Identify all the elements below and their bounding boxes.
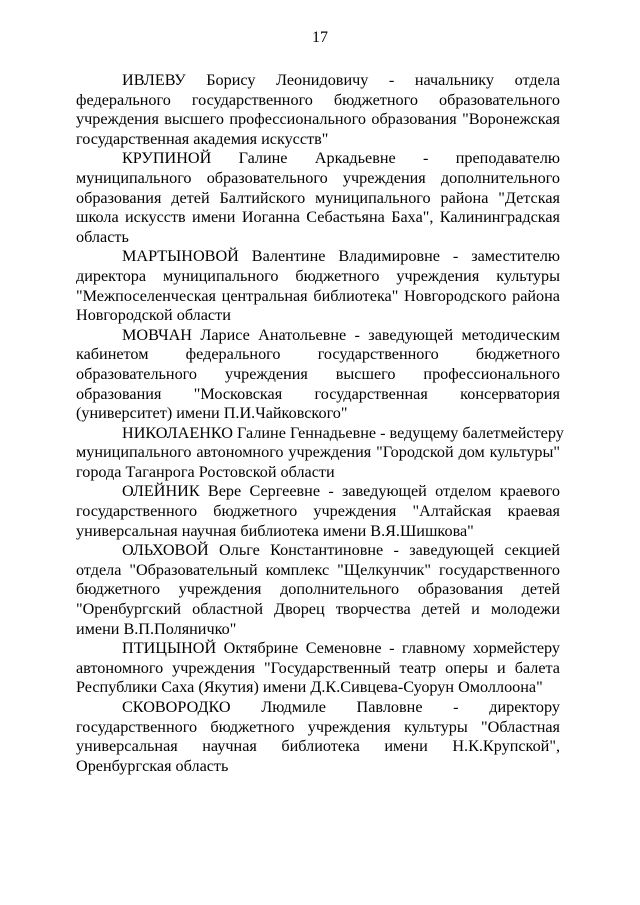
entry-line: универсальная научная библиотека имени Н.К.Крупской", xyxy=(76,737,560,756)
entry-line: ИВЛЕВУ Борису Леонидовичу - начальнику отдела xyxy=(122,71,560,89)
entry-line: города Таганрога Ростовской области xyxy=(76,462,335,481)
entry-line: Республики Саха (Якутия) имени Д.К.Сивцева-Суорун Омоллоона" xyxy=(76,678,543,697)
entry-line: государственная академия искусств" xyxy=(76,129,329,148)
entry-line: НИКОЛАЕНКО Галине Геннадьевне - ведущему балетмейстеру xyxy=(122,423,564,442)
entry-line: МАРТЫНОВОЙ Валентине Владимировне - заместителю xyxy=(122,247,560,266)
award-entry-krupina xyxy=(76,149,560,247)
entry-line: имени В.П.Поляничко" xyxy=(76,619,237,638)
entry-line: учреждения высшего профессионального образования "Воронежская xyxy=(76,110,560,129)
entry-line: государственного бюджетного учреждения "Алтайская краевая xyxy=(76,502,560,521)
entry-line: "Межпоселенческая центральная библиотека" Новгородского района xyxy=(76,286,560,305)
entry-line: СКОВОРОДКО Людмиле Павловне - директору xyxy=(122,698,560,716)
entry-line: образовательного учреждения высшего профессионального xyxy=(76,364,560,383)
entry-line: ПТИЦЫНОЙ Октябрине Семеновне - главному хормейстеру xyxy=(122,639,560,658)
award-entry-ptitsyna xyxy=(76,639,560,698)
entry-line: директора муниципального бюджетного учреждения культуры xyxy=(76,266,560,285)
entry-line: Новгородской области xyxy=(76,306,231,325)
page-number: 17 xyxy=(312,29,328,46)
entry-line: область xyxy=(76,227,129,246)
award-entry-skovorodko xyxy=(76,698,560,776)
document-body xyxy=(76,71,564,776)
award-entry-nikolaenko xyxy=(76,423,564,483)
award-entry-ivleva xyxy=(76,71,560,149)
entry-line: ОЛЬХОВОЙ Ольге Константиновне - заведующей секцией xyxy=(122,541,560,560)
entry-line: (университет) имени П.И.Чайковского" xyxy=(76,404,348,423)
entry-line: КРУПИНОЙ Галине Аркадьевне - преподавателю xyxy=(122,149,560,168)
entry-line: автономного учреждения "Государственный театр оперы и балета xyxy=(76,658,560,677)
entry-line: государственного бюджетного учреждения культуры "Областная xyxy=(76,717,560,736)
entry-line: образования "Московская государственная консерватория xyxy=(76,384,560,403)
entry-line: кабинетом федерального государственного бюджетного xyxy=(76,345,560,364)
entry-line: муниципального автономного учреждения "Городской дом культуры" xyxy=(76,443,560,462)
award-entry-oleynik xyxy=(76,482,560,541)
entry-line: Оренбургская область xyxy=(76,756,229,775)
entry-line: отдела "Образовательный комплекс "Щелкунчик" государственного xyxy=(76,560,560,579)
entry-line: образования детей Балтийского муниципального района "Детская xyxy=(76,188,560,207)
entry-line: муниципального образовательного учреждения дополнительного xyxy=(76,168,560,187)
award-entry-martynova xyxy=(76,247,560,325)
award-entry-movchan xyxy=(76,326,560,424)
award-entry-olkhova xyxy=(76,541,560,639)
entry-line: ОЛЕЙНИК Вере Сергеевне - заведующей отделом краевого xyxy=(122,482,560,501)
entry-line: МОВЧАН Ларисе Анатольевне - заведующей методическим xyxy=(122,325,560,344)
entry-line: школа искусств имени Иоганна Себастьяна Баха", Калининградская xyxy=(76,208,560,227)
entry-line: универсальная научная библиотека имени В.Я.Шишкова" xyxy=(76,521,474,540)
entry-line: "Оренбургский областной Дворец творчества детей и молодежи xyxy=(76,600,560,619)
entry-line: бюджетного учреждения дополнительного образования детей xyxy=(76,580,560,599)
entry-line: федерального государственного бюджетного образовательного xyxy=(76,90,560,109)
